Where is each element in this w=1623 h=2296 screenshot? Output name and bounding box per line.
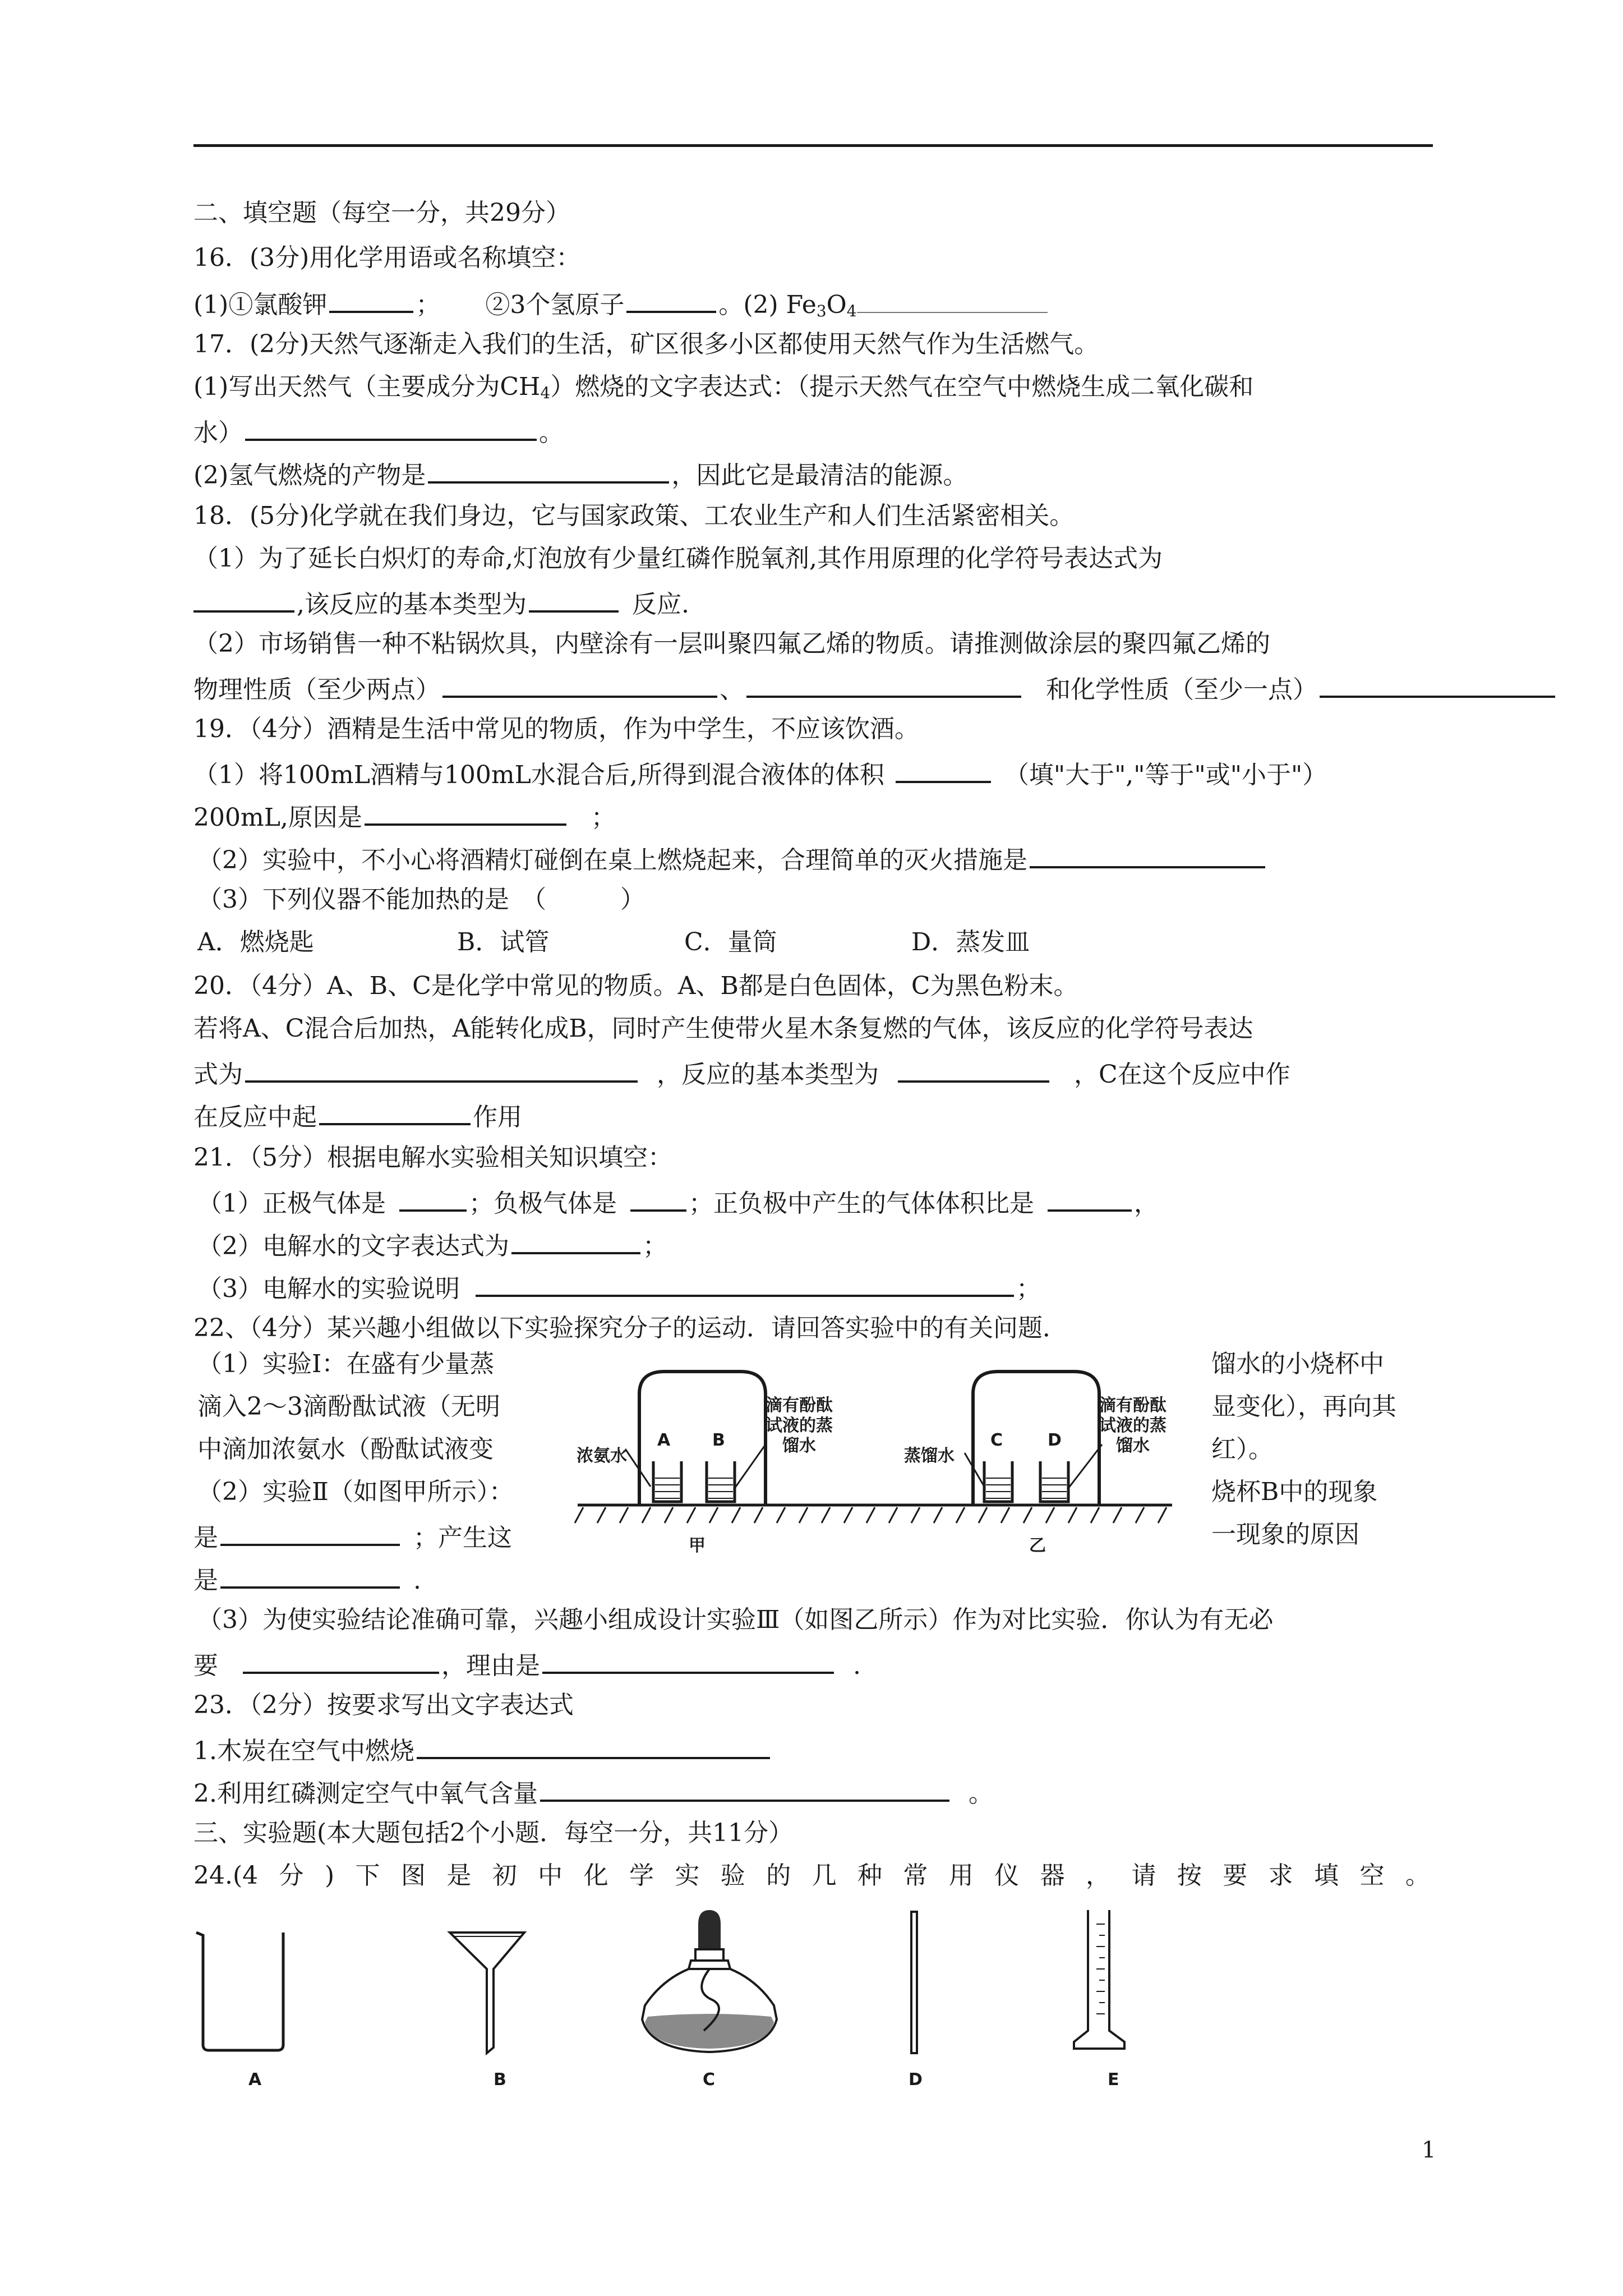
fig-label-a: A bbox=[657, 1430, 671, 1450]
q24-stem-char: 实 bbox=[675, 1861, 700, 1890]
answer-blank[interactable] bbox=[1048, 1185, 1132, 1212]
q22-l1-right: 馏水的小烧杯中 bbox=[1211, 1350, 1384, 1378]
answer-blank[interactable] bbox=[857, 287, 1048, 313]
q24-stem bbox=[193, 1860, 1430, 1892]
answer-blank[interactable] bbox=[319, 1098, 471, 1125]
beaker-icon bbox=[196, 1932, 283, 2050]
answer-blank[interactable] bbox=[245, 414, 537, 441]
q22-l2-right: 显变化），再向其 bbox=[1211, 1392, 1396, 1421]
q24-stem-char: 初 bbox=[492, 1861, 517, 1890]
q23-l1: 1.木炭在空气中燃烧 bbox=[193, 1732, 772, 1767]
answer-blank[interactable] bbox=[220, 1519, 400, 1546]
fig-label-distilled-water: 蒸馏水 bbox=[904, 1446, 955, 1466]
molecule-motion-figure bbox=[572, 1360, 1183, 1568]
q24-stem-char: 图 bbox=[400, 1861, 426, 1890]
q17-p1-cont: 水） 。 bbox=[193, 414, 564, 449]
q24-stem-char: 学 bbox=[629, 1861, 654, 1890]
fig-label-b: B bbox=[712, 1430, 725, 1450]
header-rule bbox=[193, 144, 1433, 147]
q22-l6: 是 . bbox=[193, 1562, 421, 1596]
q18-p1-cont: ,该反应的基本类型为 反应. bbox=[193, 586, 689, 620]
section2-title: 二、填空题（每空一分，共29分） bbox=[193, 199, 570, 227]
answer-blank[interactable] bbox=[243, 1647, 439, 1674]
q17-stem: 17．(2分)天然气逐渐走入我们的生活，矿区很多小区都使用天然气作为生活燃气。 bbox=[193, 330, 1099, 358]
q24-stem-char: 种 bbox=[857, 1861, 882, 1890]
q22-stem: 22、（4分）某兴趣小组做以下实验探究分子的运动．请回答实验中的有关问题． bbox=[193, 1314, 1067, 1342]
answer-blank[interactable] bbox=[476, 1270, 1014, 1297]
q18-p2-cont: 物理性质（至少两点） 、 和化学性质（至少一点） bbox=[193, 671, 1557, 706]
q24-stem-char: 请 bbox=[1131, 1861, 1156, 1890]
q19-stem: 19．（4分）酒精是生活中常见的物质，作为中学生，不应该饮酒。 bbox=[193, 715, 919, 743]
fig-label-jia: 甲 bbox=[689, 1536, 706, 1556]
q18-p2: （2）市场销售一种不粘锅炊具，内壁涂有一层叫聚四氟乙烯的物质。请推测做涂层的聚四氟乙烯的 bbox=[193, 629, 1270, 658]
fig-label-c: C bbox=[990, 1430, 1003, 1450]
q24-stem-char: 分 bbox=[279, 1861, 304, 1890]
q20-l3: 在反应中起 作用 bbox=[193, 1098, 522, 1133]
q24-stem-char: 化 bbox=[583, 1861, 608, 1890]
q22-p3-cont: 要 ，理由是 . bbox=[193, 1647, 861, 1682]
answer-blank[interactable] bbox=[529, 586, 619, 613]
answer-blank[interactable] bbox=[898, 1056, 1049, 1083]
q21-p1: （1）正极气体是 ；负极气体是 ；正负极中产生的气体体积比是 ， bbox=[197, 1185, 1159, 1220]
q16-stem: 16．(3分)用化学用语或名称填空： bbox=[193, 243, 581, 272]
apparatus-label-e: E bbox=[1108, 2070, 1119, 2090]
answer-blank[interactable] bbox=[417, 1732, 770, 1759]
q21-p2: （2）电解水的文字表达式为 ； bbox=[197, 1227, 667, 1262]
answer-blank[interactable] bbox=[193, 586, 294, 613]
alcohol-lamp-icon bbox=[642, 1910, 777, 2052]
q22-l5-right: 一现象的原因 bbox=[1211, 1520, 1359, 1549]
q24-stem-char: 的 bbox=[766, 1861, 791, 1890]
section3-title: 三、实验题(本大题包括2个小题．每空一分，共11分） bbox=[193, 1819, 794, 1847]
fig-label-yi: 乙 bbox=[1029, 1536, 1046, 1556]
q22-p3: （3）为使实验结论准确可靠，兴趣小组成设计实验Ⅲ（如图乙所示）作为对比实验．你认为有无必 bbox=[197, 1605, 1274, 1634]
q24-stem-char: 求 bbox=[1268, 1861, 1293, 1890]
answer-blank[interactable] bbox=[511, 1227, 640, 1254]
q19-p1: （1）将100mL酒精与100mL水混合后,所得到混合液体的体积 （填"大于","等于"或"小于"） bbox=[193, 756, 1327, 791]
q24-stem-char: 。 bbox=[1405, 1861, 1430, 1890]
q22-l3-right: 红）。 bbox=[1211, 1435, 1273, 1464]
q24-stem-char: 要 bbox=[1223, 1861, 1248, 1890]
apparatus-figure bbox=[191, 1907, 1178, 2098]
apparatus-label-c: C bbox=[703, 2070, 716, 2090]
answer-blank[interactable] bbox=[630, 1185, 686, 1212]
q23-l2: 2.利用红磷测定空气中氧气含量 。 bbox=[193, 1775, 993, 1810]
apparatus-label-b: B bbox=[494, 2070, 506, 2090]
fig-label-conc-ammonia: 浓氨水 bbox=[577, 1446, 627, 1466]
q17-p2: (2)氢气燃烧的产物是 ，因此它是最清洁的能源。 bbox=[193, 457, 967, 491]
q24-stem-char: 器 bbox=[1040, 1861, 1065, 1890]
answer-blank[interactable] bbox=[626, 286, 716, 313]
q22-l4-right: 烧杯B中的现象 bbox=[1211, 1478, 1378, 1506]
q18-stem: 18．(5分)化学就在我们身边，它与国家政策、工农业生产和人们生活紧密相关。 bbox=[193, 501, 1075, 530]
q24-stem-char: 空 bbox=[1359, 1861, 1385, 1890]
option-b[interactable]: B．试管 bbox=[457, 928, 550, 956]
q22-l2-left: 滴入2～3滴酚酞试液（无明 bbox=[197, 1392, 500, 1421]
apparatus-label-d: D bbox=[909, 2070, 923, 2090]
answer-blank[interactable] bbox=[896, 756, 991, 783]
q24-stem-char: ， bbox=[1086, 1861, 1111, 1890]
funnel-icon bbox=[450, 1932, 524, 2053]
q24-stem-char: 填 bbox=[1314, 1861, 1339, 1890]
q20-l2: 式为 ，反应的基本类型为 ，C在这个反应中作 bbox=[193, 1056, 1290, 1091]
answer-blank[interactable] bbox=[442, 671, 717, 698]
answer-blank[interactable] bbox=[220, 1562, 400, 1589]
answer-blank[interactable] bbox=[329, 286, 413, 313]
apparatus-label-a: A bbox=[248, 2070, 262, 2090]
q16-parts: (1)①氯酸钾 ； ②3个氢原子 。(2) $Fe_3O_4$ bbox=[193, 286, 1048, 327]
q24-stem-char: 验 bbox=[720, 1861, 745, 1890]
q22-l4-left: （2）实验Ⅱ（如图甲所示）： bbox=[197, 1478, 514, 1506]
answer-blank[interactable] bbox=[746, 671, 1021, 698]
q19-p3: （3）下列仪器不能加热的是 （ ） bbox=[197, 885, 645, 914]
answer-blank[interactable] bbox=[1030, 841, 1265, 868]
option-d[interactable]: D．蒸发皿 bbox=[911, 928, 1030, 956]
q21-stem: 21．（5分）根据电解水实验相关知识填空： bbox=[193, 1143, 672, 1172]
q21-p3: （3）电解水的实验说明 ； bbox=[197, 1270, 1041, 1305]
q24-stem-char: 几 bbox=[811, 1861, 837, 1890]
q22-l1-left: （1）实验Ⅰ：在盛有少量蒸 bbox=[197, 1350, 495, 1378]
q24-stem-char: 仪 bbox=[994, 1861, 1020, 1890]
answer-blank[interactable] bbox=[428, 457, 669, 484]
q18-p1: （1）为了延长白炽灯的寿命,灯泡放有少量红磷作脱氧剂,其作用原理的化学符号表达式为 bbox=[193, 544, 1163, 573]
q24-stem-char: 中 bbox=[538, 1861, 563, 1890]
q22-l5-left: 是 ；产生这 bbox=[193, 1519, 512, 1554]
q24-stem-char: ) bbox=[324, 1861, 335, 1890]
answer-blank[interactable] bbox=[540, 1775, 949, 1802]
fig-label-phenol-water-jia: 滴有酚酞 试液的蒸 馏水 bbox=[766, 1396, 833, 1456]
graduated-cylinder-icon bbox=[1074, 1910, 1124, 2049]
q24-stem-char: 用 bbox=[948, 1861, 974, 1890]
page-number: 1 bbox=[1422, 2137, 1436, 2163]
q22-l3-left: 中滴加浓氨水（酚酞试液变 bbox=[197, 1435, 494, 1464]
q20-stem: 20．（4分）A、B、C是化学中常见的物质。A、B都是白色固体，C为黑色粉末。 bbox=[193, 972, 1078, 1000]
answer-blank[interactable] bbox=[365, 799, 566, 826]
q19-p1-cont: 200mL,原因是 ； bbox=[193, 799, 616, 834]
q24-stem-char: 按 bbox=[1177, 1861, 1202, 1890]
q17-p1: (1)写出天然气（主要成分为$CH_4$）燃烧的文字表达式：（提示天然气在空气中燃烧生成二氧化碳和 bbox=[193, 372, 1254, 402]
fig-label-d: D bbox=[1048, 1430, 1062, 1450]
answer-blank[interactable] bbox=[245, 1056, 638, 1083]
q24-stem-char: 是 bbox=[446, 1861, 472, 1890]
answer-blank[interactable] bbox=[542, 1647, 834, 1674]
answer-blank[interactable] bbox=[399, 1185, 467, 1212]
option-c[interactable]: C．量筒 bbox=[684, 928, 777, 956]
glass-rod-icon bbox=[911, 1912, 917, 2053]
q19-p2: （2）实验中，不小心将酒精灯碰倒在桌上燃烧起来，合理简单的灭火措施是 bbox=[197, 841, 1267, 876]
q23-stem: 23．（2分）按要求写出文字表达式 bbox=[193, 1691, 574, 1719]
q20-l1: 若将A、C混合后加热，A能转化成B，同时产生使带火星木条复燃的气体，该反应的化学符号表达 bbox=[193, 1014, 1253, 1043]
q24-stem-char: 常 bbox=[903, 1861, 928, 1890]
q24-stem-char: 24.(4 bbox=[193, 1861, 259, 1890]
option-a[interactable]: A．燃烧匙 bbox=[197, 928, 314, 956]
q24-stem-char: 下 bbox=[355, 1861, 380, 1890]
answer-blank[interactable] bbox=[1320, 671, 1555, 698]
fig-label-phenol-water-yi: 滴有酚酞 试液的蒸 馏水 bbox=[1099, 1396, 1166, 1456]
